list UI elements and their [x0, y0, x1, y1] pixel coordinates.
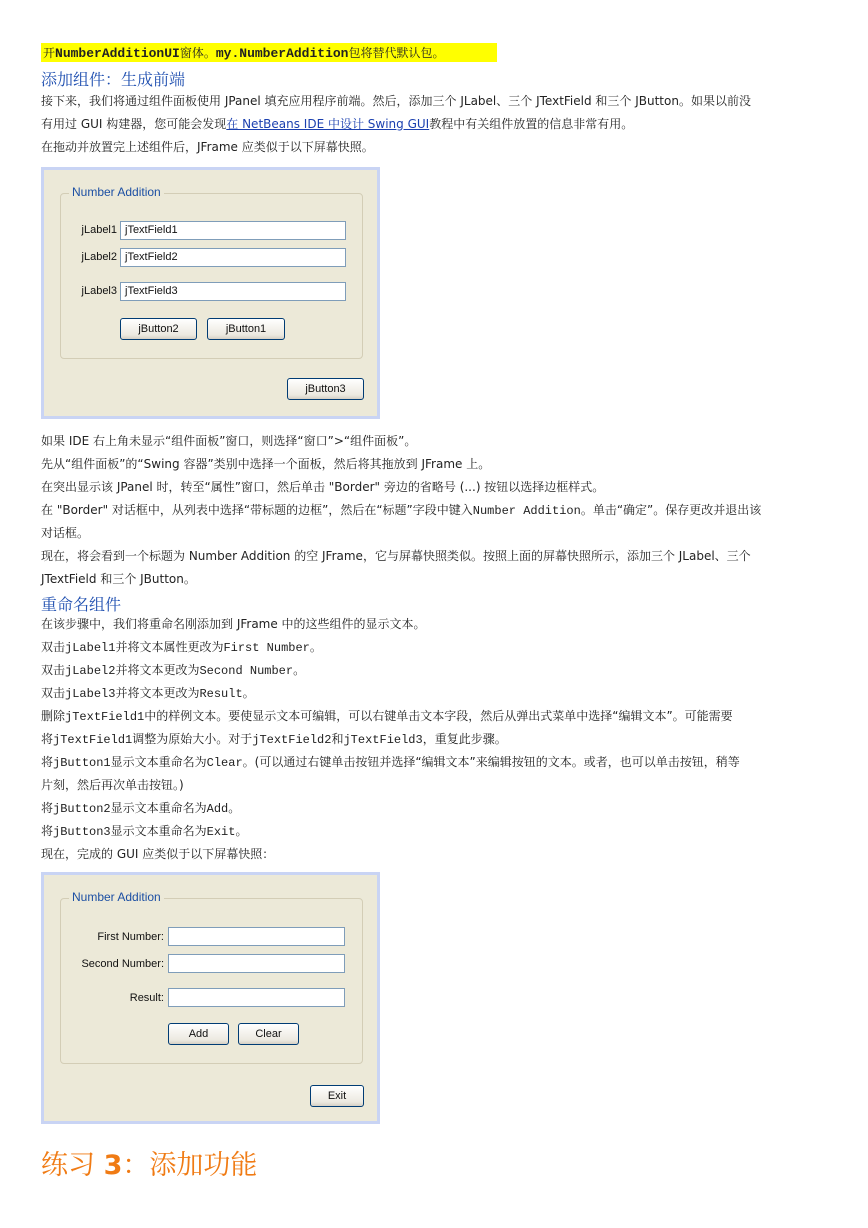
rename-step-text: 显示文本重命名为 — [110, 824, 207, 838]
result-code: Result — [199, 687, 243, 701]
rename-step-jlabel1 — [41, 639, 322, 656]
panel-title: Number Addition — [69, 890, 164, 904]
second-number-label: Second Number: — [81, 958, 164, 970]
section-heading-add-components: 添加组件：生成前端 — [41, 70, 186, 89]
rename-step-text: 将 — [41, 732, 54, 746]
exit-code: Exit — [206, 825, 236, 839]
rename-step-jlabel2 — [41, 662, 305, 679]
jbutton1[interactable]: jButton1 — [207, 318, 285, 340]
jtextfield2[interactable]: jTextField2 — [120, 248, 346, 267]
section1-paragraph2: 在拖动并放置完上述组件后，JFrame 应类似于以下屏幕快照。 — [41, 140, 374, 154]
jbutton2[interactable]: jButton2 — [120, 318, 197, 340]
step-add-components-line1: 现在，将会看到一个标题为 Number Addition 的空 JFrame，它与屏幕快照类似。按照上面的屏幕快照所示，添加三个 JLabel、三个 — [41, 549, 751, 563]
jbutton3[interactable]: jButton3 — [287, 378, 364, 400]
exercise-heading — [41, 1143, 257, 1182]
intro-suffix: 包将替代默认包。 — [348, 46, 445, 60]
jbutton3-code: jButton3 — [53, 825, 111, 839]
rename-step-text: 双击 — [41, 686, 66, 700]
step-border-dialog-line2: 对话框。 — [41, 526, 90, 540]
jframe-screenshot-initial — [41, 167, 380, 419]
clear-button[interactable]: Clear — [238, 1023, 299, 1045]
step-border-dialog-line1 — [41, 502, 761, 519]
jlabel3-code: jLabel3 — [65, 687, 116, 701]
rename-step-text: 。 — [228, 801, 241, 815]
intro-prefix: 开 — [43, 46, 56, 60]
jtextfield1[interactable]: jTextField1 — [120, 221, 346, 240]
jlabel1: jLabel1 — [81, 224, 117, 236]
rename-step-text: 将 — [41, 801, 54, 815]
section1-paragraph-text-b: 教程中有关组件放置的信息非常有用。 — [429, 117, 634, 131]
rename-step-text: 和 — [331, 732, 344, 746]
title-code: Number Addition — [472, 504, 581, 518]
clear-code: Clear — [206, 756, 243, 770]
final-gui-intro: 现在，完成的 GUI 应类似于以下屏幕快照： — [41, 847, 275, 861]
netbeans-swing-gui-link[interactable]: 在 NetBeans IDE 中设计 Swing GUI — [226, 117, 430, 131]
section1-paragraph-line2 — [41, 116, 633, 132]
rename-step-jbutton1-line1 — [41, 754, 740, 771]
result-label: Result: — [129, 992, 164, 1004]
step-palette-window: 如果 IDE 右上角未显示“组件面板”窗口，则选择“窗口”>“组件面板”。 — [41, 434, 417, 448]
result-field[interactable] — [168, 988, 345, 1007]
step-add-components-line2: JTextField 和三个 JButton。 — [41, 572, 196, 586]
section1-paragraph-text-a: 有用过 GUI 构建器，您可能会发现 — [41, 117, 227, 131]
rename-step-text: ，重复此步骤。 — [422, 732, 507, 746]
panel-title: Number Addition — [69, 185, 164, 199]
section1-paragraph-line1: 接下来，我们将通过组件面板使用 JPanel 填充应用程序前端。然后，添加三个 JLabel、三个 JTextField 和三个 JButton。如果以前没 — [41, 94, 751, 108]
step-border-text-b: 。单击“确定”。保存更改并退出该 — [580, 503, 762, 517]
form-name-code: NumberAdditionUI — [55, 46, 180, 61]
jtextfield1-code: jTextField1 — [53, 733, 133, 747]
section-heading-rename-components: 重命名组件 — [41, 595, 122, 614]
exercise-suffix: ：添加功能 — [122, 1150, 258, 1181]
exercise-prefix: 练习 — [41, 1150, 95, 1181]
rename-step-jbutton1-line2: 片刻，然后再次单击按钮。) — [41, 778, 184, 792]
rename-step-text: 显示文本重命名为 — [110, 755, 207, 769]
jbutton1-code: jButton1 — [53, 756, 111, 770]
jtextfield1-code: jTextField1 — [65, 710, 145, 724]
rename-step-text: 。 — [293, 663, 306, 677]
jbutton2-code: jButton2 — [53, 802, 111, 816]
add-button[interactable]: Add — [168, 1023, 229, 1045]
second-number-field[interactable] — [168, 954, 345, 973]
rename-step-jbutton2 — [41, 800, 240, 817]
rename-step-text: 将 — [41, 755, 54, 769]
step-drag-panel: 先从“组件面板”的“Swing 容器”类别中选择一个面板，然后将其拖放到 JFrame 上。 — [41, 457, 491, 471]
rename-step-text: 双击 — [41, 663, 66, 677]
step-border-text-a: 在 "Border" 对话框中，从列表中选择“带标题的边框”，然后在“标题”字段中键入 — [41, 503, 473, 517]
package-name-code: my.NumberAddition — [215, 46, 349, 61]
rename-step-jtextfield1-line2 — [41, 731, 507, 748]
jframe-screenshot-final — [41, 872, 380, 1124]
add-code: Add — [206, 802, 229, 816]
rename-step-jtextfield1-line1 — [41, 708, 733, 725]
second-number-code: Second Number — [199, 664, 294, 678]
rename-step-text: 调整为原始大小。对于 — [132, 732, 253, 746]
intro-mid: 窗体。 — [179, 46, 216, 60]
jlabel2-code: jLabel2 — [65, 664, 116, 678]
rename-step-text: 删除 — [41, 709, 66, 723]
rename-step-text: 并将文本属性更改为 — [115, 640, 224, 654]
rename-step-text: 并将文本更改为 — [115, 663, 200, 677]
first-number-code: First Number — [223, 641, 310, 655]
rename-step-text: 双击 — [41, 640, 66, 654]
first-number-field[interactable] — [168, 927, 345, 946]
rename-step-text: 。 — [235, 824, 248, 838]
jlabel2: jLabel2 — [81, 251, 117, 263]
rename-step-jlabel3 — [41, 685, 255, 702]
jlabel3: jLabel3 — [81, 285, 117, 297]
jtextfield3-code: jTextField3 — [343, 733, 423, 747]
jtextfield3[interactable]: jTextField3 — [120, 282, 346, 301]
rename-step-text: 中的样例文本。要使显示文本可编辑，可以右键单击文本字段，然后从弹出式菜单中选择“编辑文本”。可能需要 — [144, 709, 733, 723]
rename-step-text: 。 — [309, 640, 322, 654]
exercise-number: 3 — [103, 1150, 123, 1181]
jtextfield2-code: jTextField2 — [252, 733, 332, 747]
rename-intro: 在该步骤中，我们将重命名刚添加到 JFrame 中的这些组件的显示文本。 — [41, 617, 426, 631]
intro-line — [43, 45, 445, 62]
step-border-property: 在突出显示该 JPanel 时，转至“属性”窗口，然后单击 "Border" 旁边的省略号 (...) 按钮以选择边框样式。 — [41, 480, 605, 494]
exit-button[interactable]: Exit — [310, 1085, 364, 1107]
jlabel1-code: jLabel1 — [65, 641, 116, 655]
rename-step-text: 显示文本重命名为 — [110, 801, 207, 815]
first-number-label: First Number: — [97, 931, 164, 943]
rename-step-text: 并将文本更改为 — [115, 686, 200, 700]
rename-step-jbutton3 — [41, 823, 247, 840]
rename-step-text: 。(可以通过右键单击按钮并选择“编辑文本”来编辑按钮的文本。或者，也可以单击按钮，稍等 — [242, 755, 740, 769]
rename-step-text: 。 — [242, 686, 255, 700]
rename-step-text: 将 — [41, 824, 54, 838]
